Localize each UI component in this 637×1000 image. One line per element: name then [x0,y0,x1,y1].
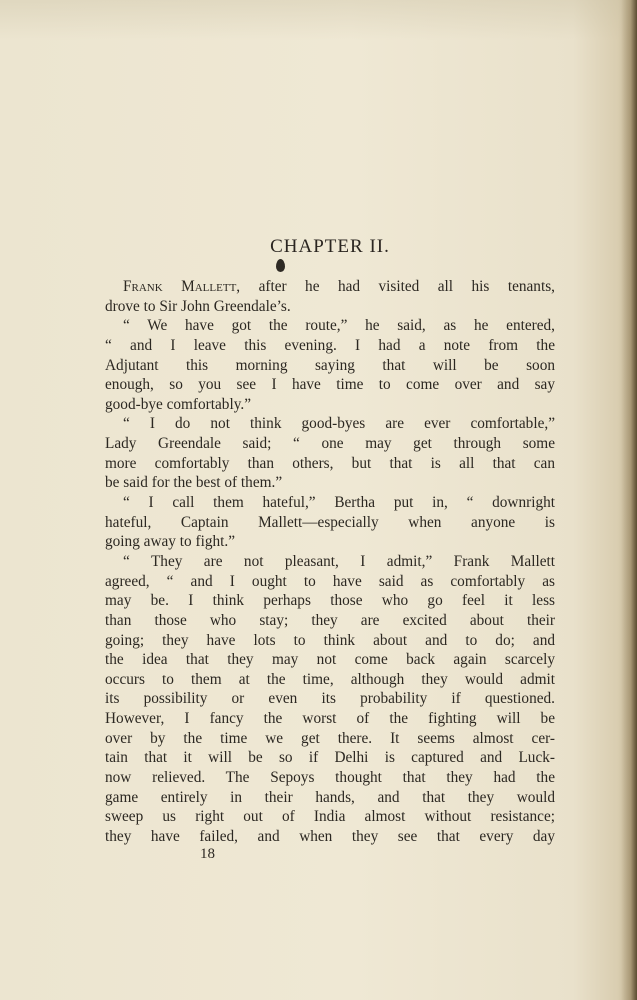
text-line: good-bye comfortably.” [105,395,251,413]
text-line: “ I do not think good-byes are ever comfortable,” [123,415,555,433]
chapter-title: CHAPTER II. [270,236,390,257]
page-binding-edge [621,0,637,1000]
text-line: its possibility or even its probability if questioned. [105,690,555,708]
text-line: Lady Greendale said; “ one may get through some [105,435,555,453]
page-top-shade [0,0,637,40]
text-line: tain that it will be so if Delhi is captured and Luck- [105,749,555,767]
text-line: “ They are not pleasant, I admit,” Frank Mallett [123,552,555,570]
ornament-mark [276,259,285,272]
text-line: sweep us right out of India almost without resistance; [105,808,555,826]
text-line: the idea that they may not come back again scarcely [105,651,555,669]
text-line: now relieved. The Sepoys thought that they had the [105,769,555,787]
page-number: 18 [200,846,215,862]
text-line [105,277,555,297]
text-line: game entirely in their hands, and that they would [105,788,555,806]
text-line: going away to fight.” [105,533,235,551]
text-line: than those who stay; they are excited about their [105,611,555,629]
opening-line-rest: after he had visited all his tenants, [240,278,555,295]
opening-name-small-caps: Frank Mallett, [123,278,241,295]
text-line: going; they have lots to think about and to do; and [105,631,555,649]
text-line: agreed, “ and I ought to have said as comfortably as [105,572,555,590]
text-line: Adjutant this morning saying that will be soon [105,356,555,374]
text-line: may be. I think perhaps those who go feel it less [105,592,555,610]
text-line: “ I call them hateful,” Bertha put in, “ downright [123,494,555,512]
text-line: However, I fancy the worst of the fighting will be [105,710,555,728]
text-line: “ and I leave this evening. I had a note from the [105,336,555,354]
text-line: they have failed, and when they see that every day [105,827,555,845]
text-line: “ We have got the route,” he said, as he entered, [123,317,555,335]
text-line: drove to Sir John Greendale’s. [105,297,291,315]
text-line: more comfortably than others, but that is all that can [105,454,555,472]
body-text [105,277,555,847]
text-line: enough, so you see I have time to come over and say [105,376,555,394]
text-line: over by the time we get there. It seems almost cer- [105,729,555,747]
text-line: be said for the best of them.” [105,474,283,492]
text-line: hateful, Captain Mallett—especially when anyone is [105,513,555,531]
text-line: occurs to them at the time, although they would admit [105,670,555,688]
